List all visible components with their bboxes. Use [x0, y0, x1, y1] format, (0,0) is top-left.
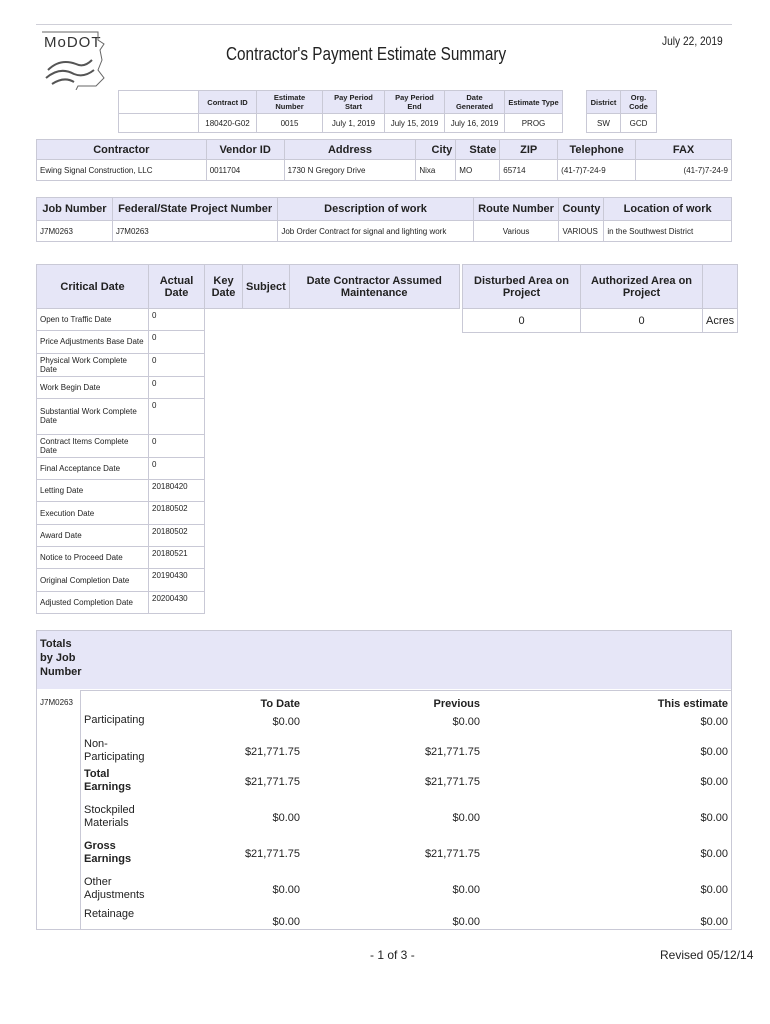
critical-date-value: 20190430 [149, 569, 205, 591]
critical-date-label: Notice to Proceed Date [37, 547, 149, 569]
totals-row-label: Non-Participating [84, 738, 145, 763]
totals-row-label: Participating [84, 714, 145, 726]
critical-date-value: 20180502 [149, 502, 205, 524]
totals-to-date-value: $0.00 [272, 884, 300, 896]
modot-logo [38, 30, 110, 90]
actual-date-header: Actual Date [149, 265, 205, 309]
critical-date-label: Award Date [37, 524, 149, 546]
zip-header: ZIP [500, 140, 558, 160]
subject-header: Subject [243, 265, 290, 309]
totals-to-date-value: $21,771.75 [244, 848, 300, 860]
totals-to-date-value: $21,771.75 [244, 776, 300, 788]
page-title: Contractor's Payment Estimate Summary [226, 44, 507, 64]
date-generated-header: Date Generated [445, 91, 505, 114]
job-table [36, 197, 732, 242]
critical-date-label: Substantial Work Complete Date [37, 398, 149, 434]
critical-date-row [37, 309, 460, 331]
report-date: July 22, 2019 [662, 34, 723, 48]
critical-date-row [37, 376, 460, 398]
totals-rule [80, 690, 731, 691]
critical-date-value: 20180502 [149, 524, 205, 546]
city-header: City [416, 140, 456, 160]
county-value: VARIOUS [559, 221, 604, 242]
critical-date-label: Work Begin Date [37, 376, 149, 398]
critical-date-label: Contract Items Complete Date [37, 434, 149, 457]
totals-this-value: $0.00 [700, 916, 728, 928]
critical-date-header: Critical Date [37, 265, 149, 309]
totals-previous-value: $0.00 [452, 812, 480, 824]
area-table [462, 264, 738, 333]
authorized-area-header: Authorized Area on Project [581, 265, 703, 309]
totals-row-label: Other Adjustments [84, 876, 145, 901]
critical-date-row [37, 547, 460, 569]
totals-job-number: J7M0263 [40, 698, 73, 707]
estimate-number-header: Estimate Number [257, 91, 323, 114]
critical-date-row [37, 480, 460, 502]
critical-date-value: 0 [149, 398, 205, 434]
critical-date-row [37, 398, 460, 434]
disturbed-area-value: 0 [463, 309, 581, 333]
contract-info-table [118, 90, 563, 133]
totals-to-date-value: $0.00 [272, 812, 300, 824]
critical-date-row [37, 434, 460, 457]
totals-to-date-value: $0.00 [272, 716, 300, 728]
totals-this-value: $0.00 [700, 716, 728, 728]
authorized-area-value: 0 [581, 309, 703, 333]
totals-previous-value: $0.00 [452, 884, 480, 896]
totals-divider [80, 690, 81, 930]
critical-date-value: 0 [149, 353, 205, 376]
this-estimate-header: This estimate [657, 698, 728, 710]
missouri-map-icon [38, 30, 110, 90]
job-number-value: J7M0263 [37, 221, 113, 242]
totals-previous-value: $21,771.75 [424, 848, 480, 860]
blank-cell [119, 91, 199, 114]
area-unit: Acres [703, 309, 738, 333]
to-date-header: To Date [260, 698, 300, 710]
state-header: State [456, 140, 500, 160]
critical-date-row [37, 524, 460, 546]
org-code-header: Org. Code [621, 91, 657, 114]
totals-previous-value: $0.00 [452, 916, 480, 928]
critical-date-value: 0 [149, 434, 205, 457]
fax-header: FAX [636, 140, 732, 160]
totals-row-label: Retainage [84, 908, 135, 920]
estimate-number-value: 0015 [257, 114, 323, 133]
totals-row-label: Total Earnings [84, 768, 132, 793]
critical-date-value: 20200430 [149, 591, 205, 613]
estimate-type-value: PROG [505, 114, 563, 133]
address-value: 1730 N Gregory Drive [284, 160, 416, 181]
critical-date-row [37, 331, 460, 353]
route-number-header: Route Number [473, 198, 559, 221]
state-value: MO [456, 160, 500, 181]
vendor-id-value: 0011704 [206, 160, 284, 181]
contract-id-value: 180420-G02 [199, 114, 257, 133]
maintenance-header: Date Contractor Assumed Maintenance [289, 265, 459, 309]
blank-header [703, 265, 738, 309]
district-value: SW [587, 114, 621, 133]
totals-header-band [37, 631, 731, 689]
zip-value: 65714 [500, 160, 558, 181]
critical-date-value: 0 [149, 331, 205, 353]
critical-date-label: Letting Date [37, 480, 149, 502]
date-generated-value: July 16, 2019 [445, 114, 505, 133]
totals-row-label: Gross Earnings [84, 840, 132, 865]
totals-previous-value: $21,771.75 [424, 776, 480, 788]
critical-date-label: Original Completion Date [37, 569, 149, 591]
totals-previous-value: $0.00 [452, 716, 480, 728]
critical-date-label: Physical Work Complete Date [37, 353, 149, 376]
route-number-value: Various [473, 221, 559, 242]
totals-to-date-value: $21,771.75 [244, 746, 300, 758]
critical-date-label: Open to Traffic Date [37, 309, 149, 331]
org-code-value: GCD [621, 114, 657, 133]
previous-header: Previous [433, 698, 480, 710]
county-header: County [559, 198, 604, 221]
critical-date-value: 0 [149, 309, 205, 331]
totals-this-value: $0.00 [700, 746, 728, 758]
critical-date-value: 20180420 [149, 480, 205, 502]
critical-date-label: Execution Date [37, 502, 149, 524]
contractor-value: Ewing Signal Construction, LLC [37, 160, 207, 181]
vendor-table [36, 139, 732, 181]
contractor-header: Contractor [37, 140, 207, 160]
critical-date-value: 0 [149, 457, 205, 479]
job-number-header: Job Number [37, 198, 113, 221]
critical-dates-table [36, 264, 460, 614]
fax-value: (41-7)7-24-9 [636, 160, 732, 181]
critical-date-row [37, 502, 460, 524]
contract-id-header: Contract ID [199, 91, 257, 114]
totals-this-value: $0.00 [700, 884, 728, 896]
description-value: Job Order Contract for signal and lighting work [278, 221, 473, 242]
critical-date-label: Adjusted Completion Date [37, 591, 149, 613]
project-number-header: Federal/State Project Number [112, 198, 278, 221]
blank-cell [119, 114, 199, 133]
location-header: Location of work [604, 198, 732, 221]
district-header: District [587, 91, 621, 114]
address-header: Address [284, 140, 416, 160]
city-value: Nixa [416, 160, 456, 181]
telephone-header: Telephone [558, 140, 636, 160]
project-number-value: J7M0263 [112, 221, 278, 242]
description-header: Description of work [278, 198, 473, 221]
totals-this-value: $0.00 [700, 812, 728, 824]
critical-date-row [37, 457, 460, 479]
pay-period-start-value: July 1, 2019 [323, 114, 385, 133]
critical-date-row [37, 569, 460, 591]
vendor-id-header: Vendor ID [206, 140, 284, 160]
top-rule [36, 24, 732, 25]
location-value: in the Southwest District [604, 221, 732, 242]
pay-period-end-header: Pay Period End [385, 91, 445, 114]
totals-row-label: Stockpiled Materials [84, 804, 135, 829]
totals-previous-value: $21,771.75 [424, 746, 480, 758]
logo-text: MoDOT [44, 34, 102, 51]
pay-period-start-header: Pay Period Start [323, 91, 385, 114]
page-number: - 1 of 3 - [370, 948, 415, 962]
disturbed-area-header: Disturbed Area on Project [463, 265, 581, 309]
critical-date-row [37, 591, 460, 613]
revised-date: Revised 05/12/14 [660, 948, 754, 962]
totals-this-value: $0.00 [700, 848, 728, 860]
key-date-header: Key Date [205, 265, 243, 309]
totals-to-date-value: $0.00 [272, 916, 300, 928]
pay-period-end-value: July 15, 2019 [385, 114, 445, 133]
critical-date-value: 0 [149, 376, 205, 398]
totals-this-value: $0.00 [700, 776, 728, 788]
critical-date-label: Final Acceptance Date [37, 457, 149, 479]
critical-date-value: 20180521 [149, 547, 205, 569]
estimate-type-header: Estimate Type [505, 91, 563, 114]
telephone-value: (41-7)7-24-9 [558, 160, 636, 181]
totals-label: Totals by Job Number [40, 638, 82, 678]
critical-date-label: Price Adjustments Base Date [37, 331, 149, 353]
critical-date-row [37, 353, 460, 376]
district-table [586, 90, 657, 133]
